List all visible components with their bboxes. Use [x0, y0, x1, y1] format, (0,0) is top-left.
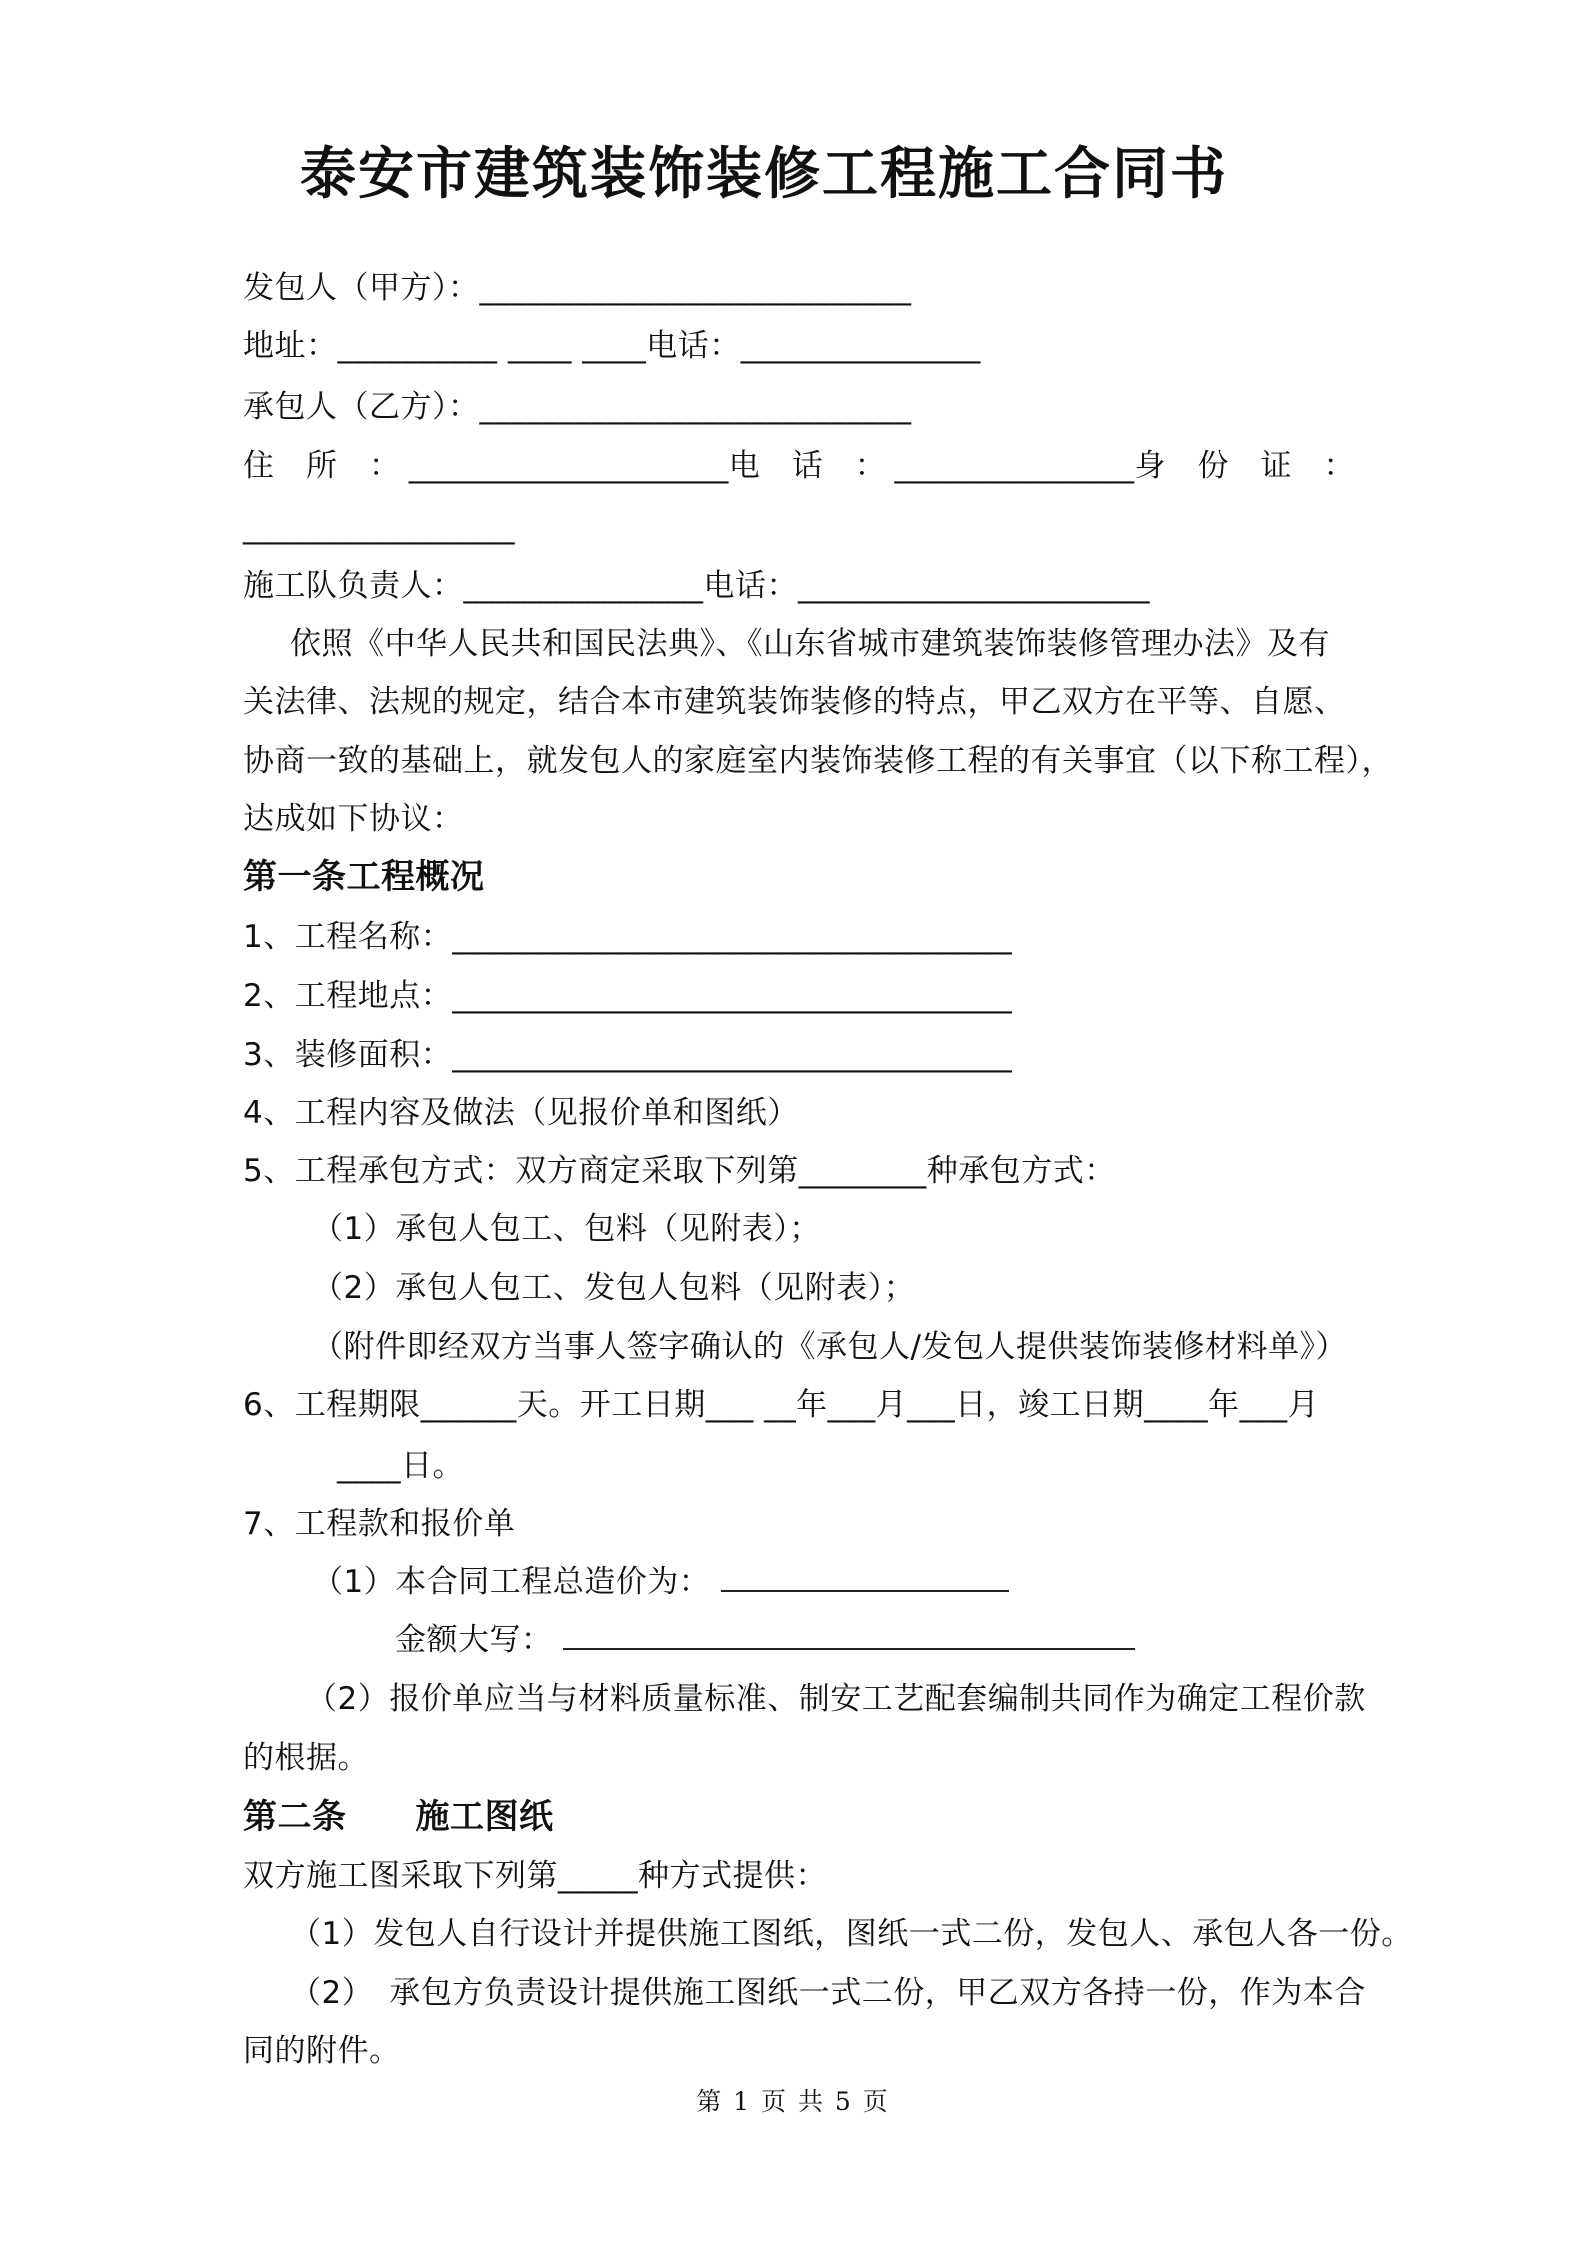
article1-item7-amount	[395, 1620, 1135, 1660]
residence-label: 住 所 ：	[243, 448, 401, 484]
article1-item7-option2-line1: （2）报价单应当与材料质量标准、制安工艺配套编制共同作为确定工程价款	[306, 1681, 1366, 1717]
article1-item2: 2、工程地点：___________________________________	[243, 978, 1013, 1014]
article1-item5: 5、工程承包方式：双方商定采取下列第________种承包方式：	[243, 1153, 1116, 1189]
intro-line-2: 关法律、法规的规定，结合本市建筑装饰装修的特点，甲乙双方在平等、自愿、	[243, 684, 1346, 720]
article1-item4: 4、工程内容及做法（见报价单和图纸）	[243, 1095, 799, 1131]
amount-in-words-label: 金额大写：	[395, 1622, 553, 1658]
article1-item6-line2: ____日。	[337, 1448, 464, 1484]
team-leader-line: 施工队负责人：_______________电话：______________________	[243, 568, 1150, 604]
page-footer: 第 1 页 共 5 页	[696, 2087, 890, 2116]
article1-item7: 7、工程款和报价单	[243, 1506, 516, 1542]
intro-line-3: 协商一致的基础上，就发包人的家庭室内装饰装修工程的有关事宜（以下称工程），	[243, 743, 1393, 779]
article2-option2-line1: （2） 承包方负责设计提供施工图纸一式二份，甲乙双方各持一份，作为本合	[290, 1975, 1366, 2011]
total-price-blank	[721, 1562, 1009, 1592]
article1-item5-option2: （2）承包人包工、发包人包料（见附表）；	[312, 1270, 916, 1306]
article1-item7-option1	[312, 1562, 1009, 1602]
article2-option2-line2: 同的附件。	[243, 2033, 401, 2069]
intro-line-1: 依照《中华人民共和国民法典》、《山东省城市建筑装饰装修管理办法》及有	[290, 626, 1330, 662]
document-title: 泰安市建筑装饰装修工程施工合同书	[300, 142, 1228, 207]
address-line: 地址：__________ ____ ____电话：_______________	[243, 328, 981, 364]
total-price-label: （1）本合同工程总造价为：	[312, 1564, 711, 1600]
article1-item5-option1: （1）承包人包工、包料（见附表）；	[312, 1211, 821, 1247]
article2-option1: （1）发包人自行设计并提供施工图纸，图纸一式二份，发包人、承包人各一份。	[290, 1916, 1413, 1952]
amount-in-words-blank	[563, 1620, 1135, 1650]
employer-line: 发包人（甲方）：___________________________	[243, 270, 912, 306]
intro-line-4: 达成如下协议：	[243, 801, 464, 837]
article2-heading: 第二条 施工图纸	[243, 1797, 554, 1837]
residence-id: _______________身 份 证 ：	[894, 448, 1355, 484]
article1-item6-line1: 6、工程期限______天。开工日期___ __年___月___日，竣工日期____年___月	[243, 1387, 1320, 1423]
article1-item3: 3、装修面积：___________________________________	[243, 1037, 1013, 1073]
article1-item7-option2-line2: 的根据。	[243, 1740, 369, 1776]
article1-heading: 第一条工程概况	[243, 857, 485, 897]
residence-line-continued: _________________	[243, 509, 515, 545]
article1-item5-note: （附件即经双方当事人签字确认的《承包人/发包人提供装饰装修材料单》）	[312, 1329, 1347, 1365]
article1-item1: 1、工程名称：___________________________________	[243, 919, 1013, 955]
residence-phone: ____________________电 话 ：	[408, 448, 887, 484]
contractor-line: 承包人（乙方）：___________________________	[243, 389, 912, 425]
article2-line1: 双方施工图采取下列第_____种方式提供：	[243, 1858, 827, 1894]
residence-line	[243, 446, 1355, 486]
